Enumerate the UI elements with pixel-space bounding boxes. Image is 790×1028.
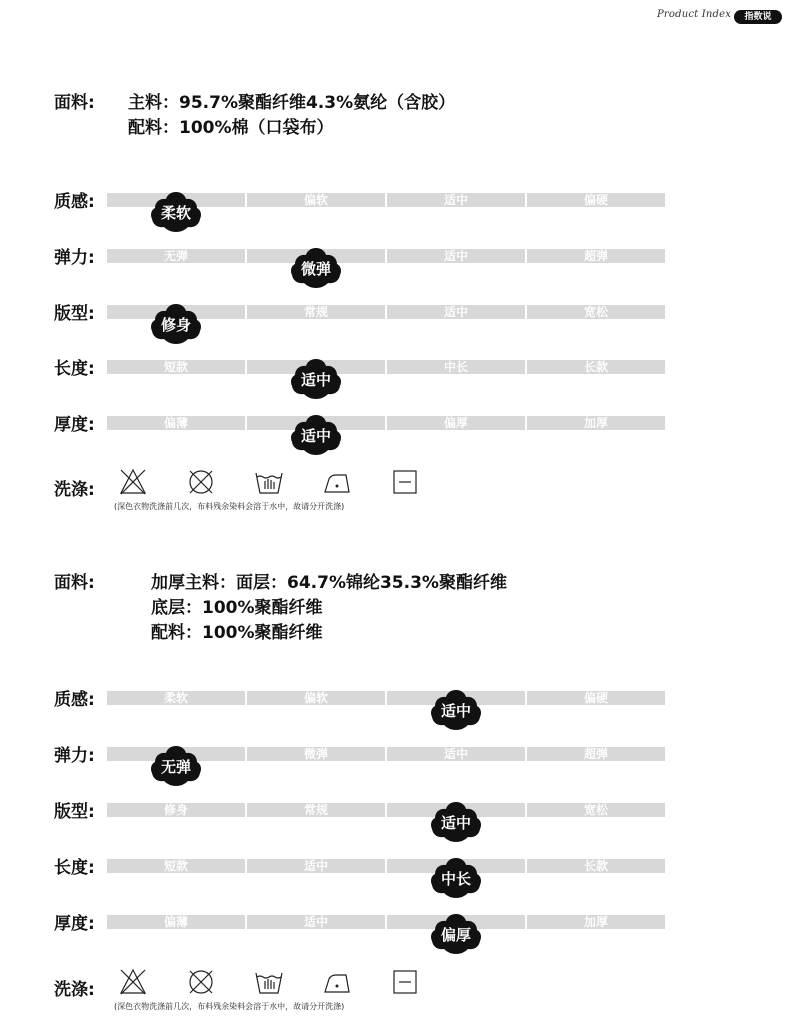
attribute-row <box>54 348 674 389</box>
scale-option: 常规 <box>247 305 385 319</box>
attribute-label: 质感: <box>54 690 95 710</box>
selected-option-label: 适中 <box>440 814 471 832</box>
header-script: Product Index <box>657 9 732 20</box>
scale-option: 中长 <box>387 360 525 374</box>
scale-option: 偏厚 <box>387 416 525 430</box>
scale-option: 加厚 <box>527 915 665 929</box>
care-label: 洗涤: <box>54 480 95 500</box>
scale-option: 偏硬 <box>527 691 665 705</box>
attribute-scale <box>107 360 665 389</box>
scale-option: 适中 <box>387 193 525 207</box>
scale-option: 宽松 <box>527 305 665 319</box>
material-composition-line: 配料：100%棉（口袋布） <box>128 118 334 138</box>
selected-option-marker <box>150 190 202 234</box>
selected-option-label: 柔软 <box>160 204 191 222</box>
care-note: (深色衣物洗涤前几次，布料残余染料会溶于水中，故请分开洗涤) <box>114 502 345 511</box>
attribute-row <box>54 903 674 944</box>
care-instructions <box>54 967 454 1011</box>
attribute-row <box>54 679 674 720</box>
attribute-label: 版型: <box>54 304 95 324</box>
attribute-label: 弹力: <box>54 248 95 268</box>
material-label: 面料: <box>54 93 95 113</box>
scale-option: 短款 <box>107 859 245 873</box>
selected-option-marker <box>290 357 342 401</box>
attribute-scale <box>107 691 665 720</box>
scale-option: 适中 <box>247 859 385 873</box>
material-label: 面料: <box>54 573 95 593</box>
selected-option-label: 偏厚 <box>440 926 471 944</box>
selected-option-marker <box>430 912 482 956</box>
scale-option: 加厚 <box>527 416 665 430</box>
selected-option-label: 适中 <box>300 427 331 445</box>
scale-option: 适中 <box>387 747 525 761</box>
hand-wash-icon <box>254 467 284 497</box>
attribute-row <box>54 404 674 445</box>
attribute-label: 长度: <box>54 359 95 379</box>
scale-option: 短款 <box>107 360 245 374</box>
attribute-scale <box>107 915 665 944</box>
attribute-label: 版型: <box>54 802 95 822</box>
attribute-row <box>54 293 674 334</box>
scale-option: 偏硬 <box>527 193 665 207</box>
no-tumble-dry-icon <box>186 967 216 997</box>
attribute-scale <box>107 803 665 832</box>
material-composition-line: 底层：100%聚酯纤维 <box>151 598 323 618</box>
selected-option-marker <box>150 302 202 346</box>
attribute-scale <box>107 859 665 888</box>
scale-option: 适中 <box>387 305 525 319</box>
selected-option-label: 修身 <box>160 316 191 334</box>
scale-option: 柔软 <box>107 691 245 705</box>
selected-option-marker <box>290 246 342 290</box>
low-iron-icon <box>322 467 352 497</box>
scale-option: 适中 <box>387 249 525 263</box>
selected-option-marker <box>430 800 482 844</box>
material-composition-line: 加厚主料：面层：64.7%锦纶35.3%聚酯纤维 <box>151 573 507 593</box>
scale-option: 修身 <box>107 803 245 817</box>
attribute-row <box>54 791 674 832</box>
care-label: 洗涤: <box>54 980 95 1000</box>
attribute-scale <box>107 305 665 334</box>
selected-option-marker <box>290 413 342 457</box>
no-bleach-icon <box>118 967 148 997</box>
no-tumble-dry-icon <box>186 467 216 497</box>
scale-option: 微弹 <box>247 747 385 761</box>
attribute-scale <box>107 193 665 222</box>
scale-option: 偏软 <box>247 193 385 207</box>
scale-option: 超弹 <box>527 747 665 761</box>
material-composition-line: 配料：100%聚酯纤维 <box>151 623 323 643</box>
scale-option: 常规 <box>247 803 385 817</box>
scale-option: 长款 <box>527 360 665 374</box>
selected-option-marker <box>430 688 482 732</box>
attribute-label: 长度: <box>54 858 95 878</box>
selected-option-label: 适中 <box>440 702 471 720</box>
header-badge: 指数说 <box>734 10 782 24</box>
attribute-scale <box>107 249 665 278</box>
attribute-row <box>54 237 674 278</box>
selected-option-label: 适中 <box>300 371 331 389</box>
attribute-label: 厚度: <box>54 415 95 435</box>
line-dry-icon <box>390 467 420 497</box>
scale-option: 偏软 <box>247 691 385 705</box>
no-bleach-icon <box>118 467 148 497</box>
scale-option: 适中 <box>247 915 385 929</box>
attribute-scale <box>107 747 665 776</box>
scale-option: 无弹 <box>107 249 245 263</box>
scale-option: 偏薄 <box>107 416 245 430</box>
selected-option-label: 无弹 <box>160 758 191 776</box>
care-note: (深色衣物洗涤前几次，布料残余染料会溶于水中，故请分开洗涤) <box>114 1002 345 1011</box>
selected-option-label: 微弹 <box>300 260 331 278</box>
scale-option: 宽松 <box>527 803 665 817</box>
attribute-row <box>54 735 674 776</box>
attribute-row <box>54 847 674 888</box>
care-instructions <box>54 467 454 511</box>
material-composition-line: 主料：95.7%聚酯纤维4.3%氨纶（含胶） <box>128 93 456 113</box>
attribute-row <box>54 181 674 222</box>
attribute-label: 弹力: <box>54 746 95 766</box>
scale-option: 偏薄 <box>107 915 245 929</box>
selected-option-label: 中长 <box>440 870 471 888</box>
hand-wash-icon <box>254 967 284 997</box>
line-dry-icon <box>390 967 420 997</box>
attribute-label: 厚度: <box>54 914 95 934</box>
selected-option-marker <box>430 856 482 900</box>
scale-option: 超弹 <box>527 249 665 263</box>
low-iron-icon <box>322 967 352 997</box>
selected-option-marker <box>150 744 202 788</box>
attribute-scale <box>107 416 665 445</box>
scale-option: 长款 <box>527 859 665 873</box>
attribute-label: 质感: <box>54 192 95 212</box>
